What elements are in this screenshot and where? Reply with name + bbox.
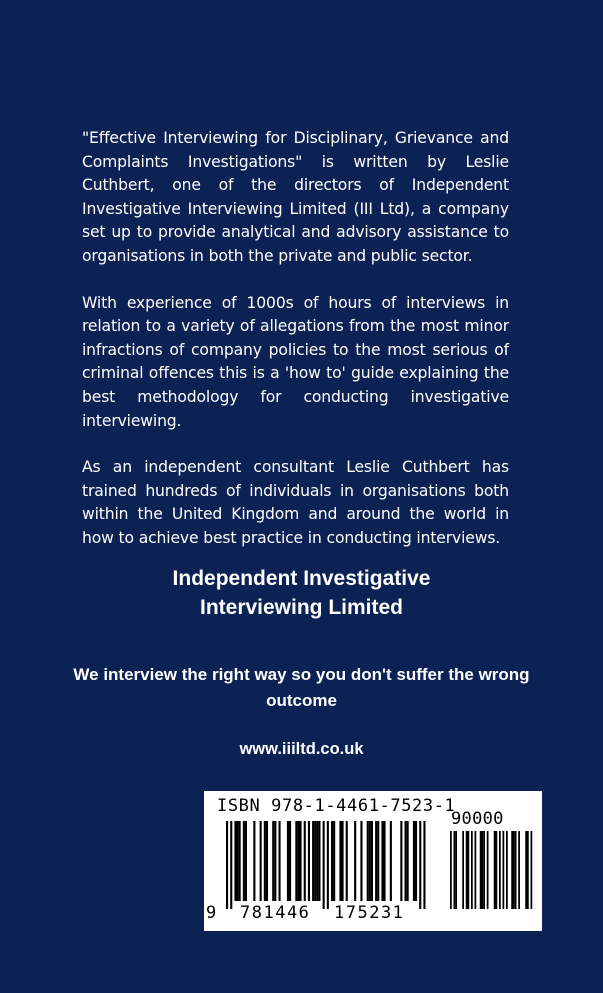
slogan: We interview the right way so you don't suffer the wrong outcome	[73, 665, 530, 710]
barcode-digits	[204, 903, 444, 923]
barcode-bar	[260, 821, 262, 901]
barcode-bar	[314, 821, 316, 901]
addon-bar	[466, 831, 468, 909]
blurb-paragraph-3: As an independent consultant Leslie Cuthbert has trained hundreds of individuals in organisations both within the United Kingdom and around the world in how to achieve best practice in conducting interviews.	[82, 458, 509, 547]
company-name	[0, 564, 603, 622]
barcode-bar	[266, 821, 268, 901]
barcode-bar	[375, 821, 377, 901]
addon-bar	[450, 831, 452, 909]
barcode-digits-right: 175231	[334, 903, 405, 923]
barcode-bar	[400, 821, 402, 901]
addon-bar	[506, 831, 508, 909]
barcode-bar	[413, 821, 415, 901]
addon-bar	[511, 831, 513, 909]
barcode-bar	[289, 821, 291, 901]
barcode-bar	[405, 821, 407, 901]
barcode-bar	[274, 821, 276, 901]
barcode-bar	[243, 821, 245, 901]
barcode-bar	[342, 821, 344, 901]
barcode-bar	[423, 821, 425, 909]
blurb	[82, 127, 509, 574]
barcode-bar	[237, 821, 239, 901]
addon-bar	[525, 831, 527, 909]
barcode-bar	[297, 821, 299, 901]
barcode-bar	[304, 821, 306, 901]
barcode-bar	[371, 821, 373, 901]
barcode-bar	[407, 821, 409, 901]
barcode-bar	[272, 821, 274, 901]
barcode-bar	[287, 821, 289, 901]
addon-bar	[480, 831, 482, 909]
addon-bar	[482, 831, 484, 909]
addon-bar	[475, 831, 477, 909]
blurb-paragraph-1: "Effective Interviewing for Disciplinary, Grievance and Complaints Investigations" is written by Leslie Cuthbert, one of the directors of Independent Investigative Interviewing Limited (III Ltd), a company set up to provide analytical and advisory assistance to organisations in both the private and public sector.	[82, 129, 509, 265]
company-name-line-2: Interviewing Limited	[199, 596, 404, 619]
barcode-bar	[234, 821, 236, 901]
barcode-bar	[226, 821, 228, 909]
barcode-bar	[354, 821, 356, 901]
barcode-bar	[264, 821, 266, 901]
addon-bar	[513, 831, 515, 909]
barcode-bar	[346, 821, 348, 901]
addon-bar	[515, 831, 517, 909]
barcode-bar	[316, 821, 318, 901]
isbn-barcode	[204, 791, 542, 931]
addon-bar	[462, 831, 464, 909]
addon-bar	[468, 831, 470, 909]
barcode-digit-lead: 9	[206, 903, 217, 923]
barcode-bar	[253, 821, 255, 901]
isbn-label: ISBN 978-1-4461-7523-1	[217, 796, 456, 816]
barcode-bar	[419, 821, 421, 909]
price-addon-digits: 90000	[451, 809, 504, 829]
barcode-bar	[331, 821, 333, 901]
addon-bar	[496, 831, 498, 909]
addon-bar	[527, 831, 529, 909]
addon-bar	[454, 831, 456, 909]
blurb-paragraph-2: With experience of 1000s of hours of interviews in relation to a variety of allegations from the most minor infractions of company policies to the most serious of criminal offences this is a 'how to' guide explaining the best methodology for conducting investigative interviewing.	[82, 293, 509, 430]
addon-bar	[494, 831, 496, 909]
barcode-bar	[312, 821, 314, 901]
addon-bar	[531, 831, 533, 909]
barcode-bar	[369, 821, 371, 901]
company-name-line-1: Independent Investigative	[172, 567, 431, 590]
barcode-bar	[295, 821, 297, 901]
barcode-bar	[415, 821, 417, 901]
barcode-bar	[360, 821, 362, 901]
barcode-digits-left: 781446	[240, 903, 311, 923]
addon-bar	[518, 831, 520, 909]
barcode-bar	[230, 821, 232, 909]
barcode-bar	[308, 821, 310, 901]
barcode-bar	[245, 821, 247, 901]
barcode-bar	[279, 821, 281, 901]
barcode-bar	[300, 821, 302, 901]
barcode-bar	[239, 821, 241, 901]
addon-bar	[499, 831, 501, 909]
barcode-bar	[327, 821, 329, 909]
website-url: www.iiiltd.co.uk	[239, 740, 364, 758]
barcode-bar	[318, 821, 320, 901]
addon-bar	[487, 831, 489, 909]
addon-bar	[471, 831, 473, 909]
barcode-bar	[377, 821, 379, 901]
addon-bar	[483, 831, 485, 909]
barcode-bar	[390, 821, 392, 901]
barcode-bar	[381, 821, 383, 901]
barcode-bar	[339, 821, 341, 901]
barcode-bar	[367, 821, 369, 901]
barcode-bar	[333, 821, 335, 901]
barcode-bar	[323, 821, 325, 909]
addon-bar	[455, 831, 457, 909]
addon-bar	[503, 831, 505, 909]
barcode-bar	[384, 821, 386, 901]
